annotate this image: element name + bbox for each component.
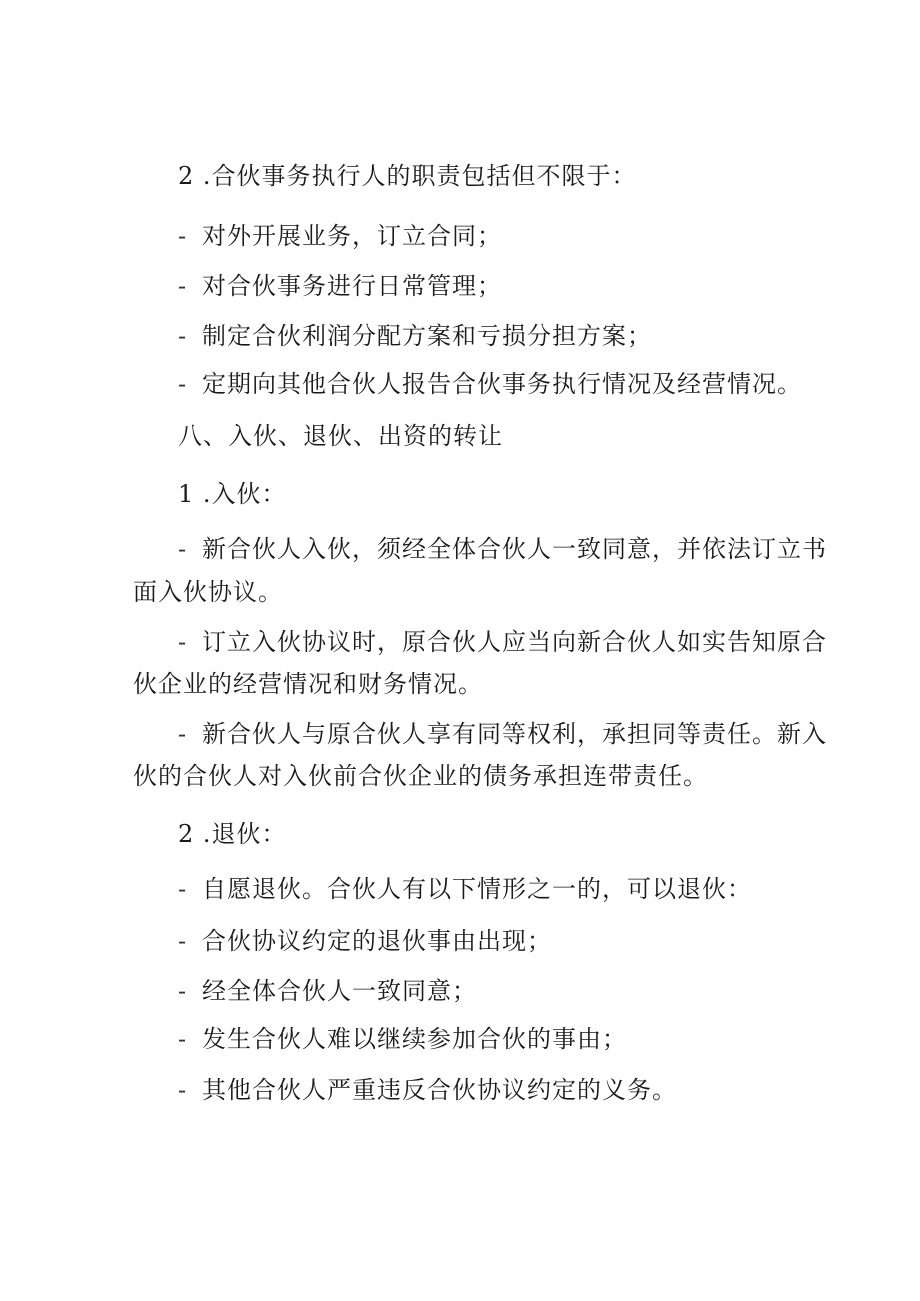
list-item-text: 定期向其他合伙人报告合伙事务执行情况及经营情况。 [202, 370, 802, 398]
list-item-text: 发生合伙人难以继续参加合伙的事由； [202, 1025, 627, 1053]
list-item [178, 270, 502, 302]
paragraph [178, 626, 827, 658]
paragraph-continuation: 面入伙协议。 [133, 578, 283, 606]
dash-marker: - [178, 628, 188, 656]
paragraph [178, 718, 827, 750]
list-item [178, 368, 802, 400]
list-item-text: 合伙协议约定的退伙事由出现； [202, 927, 552, 955]
paragraph-continuation: 伙企业的经营情况和财务情况。 [133, 670, 483, 698]
list-item-text: 其他合伙人严重违反合伙协议约定的义务。 [202, 1076, 677, 1104]
dash-marker: - [178, 927, 188, 955]
join-heading: 1 .入伙： [178, 480, 287, 508]
list-item-text: 制定合伙利润分配方案和亏损分担方案； [202, 322, 652, 350]
list-item [178, 320, 652, 352]
list-item [178, 220, 502, 252]
dash-marker: - [178, 370, 188, 398]
paragraph-text: 新合伙人与原合伙人享有同等权利，承担同等责任。新入 [202, 720, 827, 748]
dash-marker: - [178, 1076, 188, 1104]
chapter-title: 八、入伙、退伙、出资的转让 [178, 422, 503, 450]
list-item-text: 经全体合伙人一致同意； [202, 977, 477, 1005]
dash-marker: - [178, 535, 188, 563]
list-item [178, 925, 552, 957]
dash-marker: - [178, 720, 188, 748]
paragraph [178, 533, 827, 565]
dash-marker: - [178, 322, 188, 350]
list-item-text: 自愿退伙。合伙人有以下情形之一的，可以退伙： [202, 875, 752, 903]
dash-marker: - [178, 875, 188, 903]
dash-marker: - [178, 977, 188, 1005]
list-item [178, 1074, 677, 1106]
paragraph-continuation: 伙的合伙人对入伙前合伙企业的债务承担连带责任。 [133, 762, 708, 790]
paragraph-text: 新合伙人入伙，须经全体合伙人一致同意，并依法订立书 [202, 535, 827, 563]
list-item-text: 对合伙事务进行日常管理； [202, 272, 502, 300]
withdraw-heading: 2 .退伙： [178, 820, 287, 848]
duties-heading: 2 .合伙事务执行人的职责包括但不限于： [178, 162, 637, 190]
list-item [178, 975, 477, 1007]
dash-marker: - [178, 272, 188, 300]
list-item [178, 1023, 627, 1055]
list-item-text: 对外开展业务，订立合同； [202, 222, 502, 250]
list-item [178, 873, 752, 905]
dash-marker: - [178, 1025, 188, 1053]
dash-marker: - [178, 222, 188, 250]
paragraph-text: 订立入伙协议时，原合伙人应当向新合伙人如实告知原合 [202, 628, 827, 656]
